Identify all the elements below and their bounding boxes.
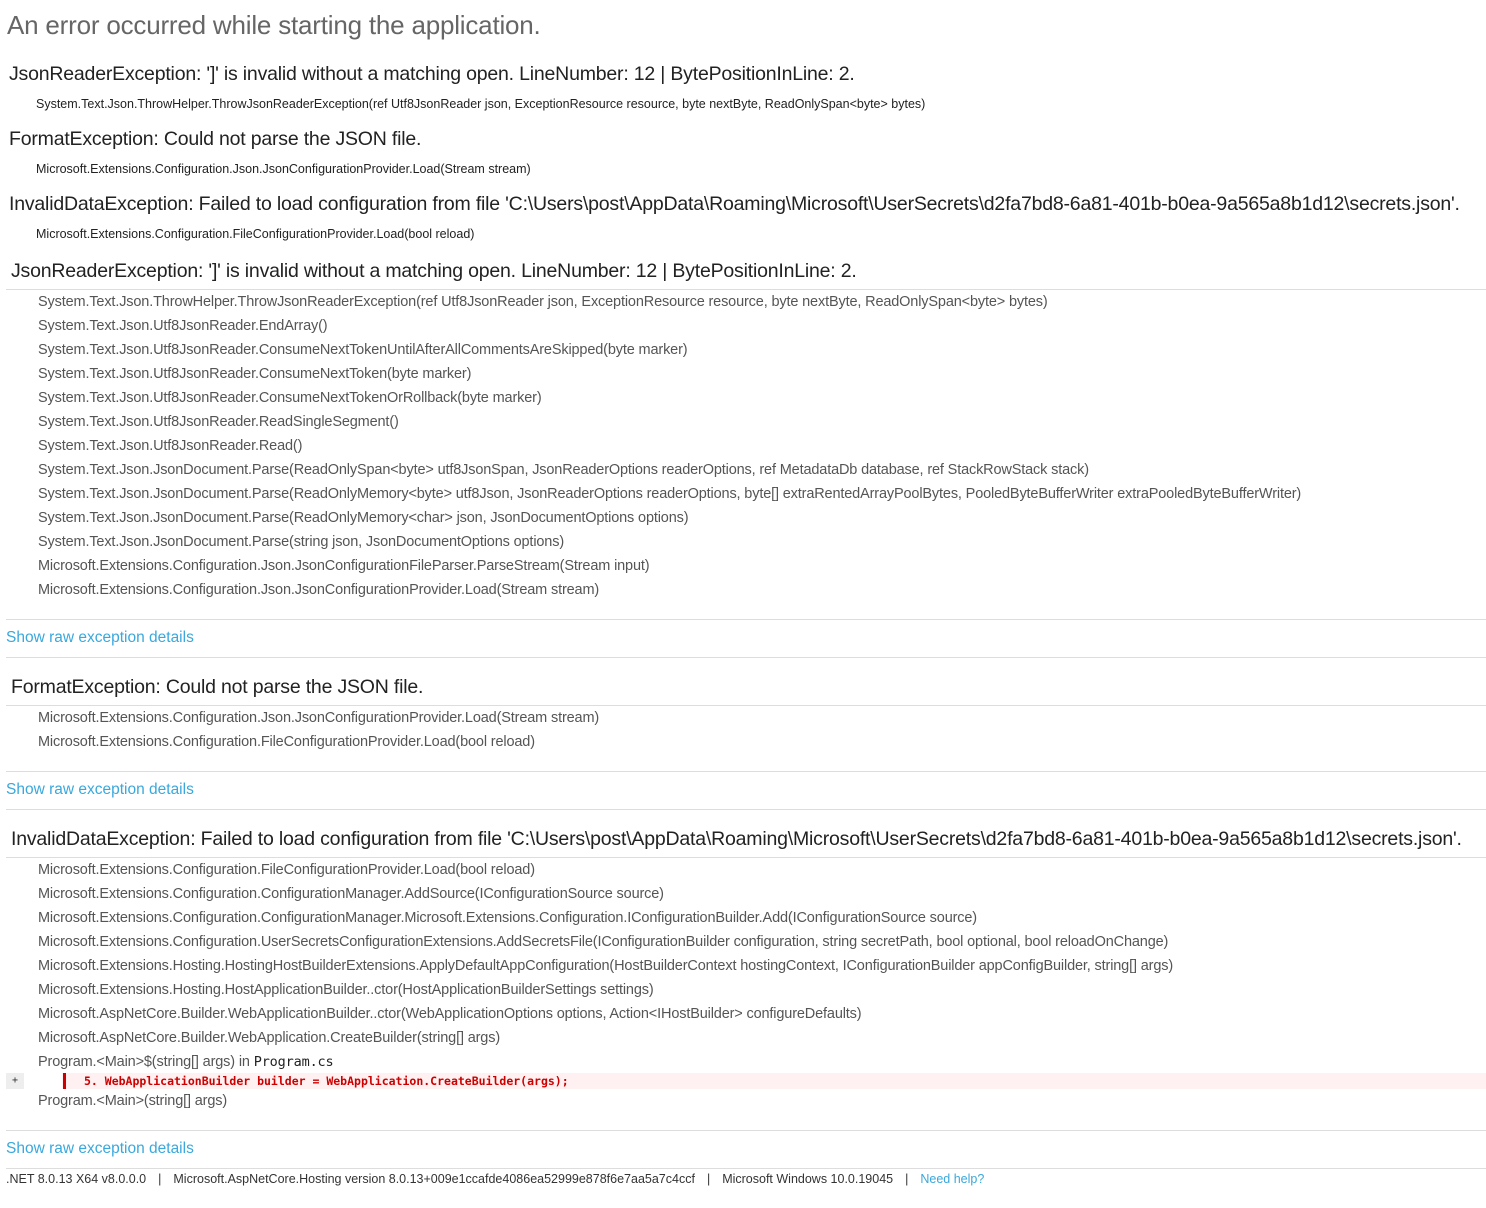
stack-frame: Microsoft.Extensions.Configuration.ConfigurationManager.Microsoft.Extensions.Configuration.IConfigurationBuilder.Add(IConfigurationSource source)	[38, 910, 977, 926]
stack-frame: Microsoft.Extensions.Configuration.ConfigurationManager.AddSource(IConfigurationSource source)	[38, 886, 664, 902]
exception-title: FormatException: Could not parse the JSON file.	[11, 676, 424, 698]
summary-error-title: FormatException: Could not parse the JSON file.	[9, 128, 422, 150]
need-help-link[interactable]: Need help?	[920, 1172, 985, 1186]
os-version: Microsoft Windows 10.0.19045	[722, 1172, 894, 1186]
source-code-line	[6, 1073, 1486, 1089]
stack-frame: Microsoft.Extensions.Configuration.Json.JsonConfigurationFileParser.ParseStream(Stream input)	[38, 558, 650, 574]
footer-separator: |	[158, 1172, 162, 1186]
stack-frame: Microsoft.Extensions.Hosting.HostingHostBuilderExtensions.ApplyDefaultAppConfiguration(HostBuilderContext hostingContext, IConfigurationBuilder appConfigBuilder, string[] args)	[38, 958, 1174, 974]
stack-frame: Microsoft.Extensions.Configuration.Json.JsonConfigurationProvider.Load(Stream stream)	[38, 710, 600, 726]
show-raw-exception-link[interactable]: Show raw exception details	[6, 1140, 194, 1157]
stack-frame: System.Text.Json.Utf8JsonReader.ConsumeNextTokenUntilAfterAllCommentsAreSkipped(byte marker)	[38, 342, 688, 358]
divider	[6, 289, 1486, 290]
exception-title: InvalidDataException: Failed to load configuration from file 'C:\Users\post\AppData\Roaming\Microsoft\UserSecrets\d2fa7bd8-6a81-401b-b0ea-9a565a8b1d12\secrets.json'.	[11, 828, 1462, 850]
footer-separator: |	[706, 1172, 711, 1186]
show-raw-exception-link[interactable]: Show raw exception details	[6, 629, 194, 646]
summary-error-title: InvalidDataException: Failed to load configuration from file 'C:\Users\post\AppData\Roaming\Microsoft\UserSecrets\d2fa7bd8-6a81-401b-b0ea-9a565a8b1d12\secrets.json'.	[9, 193, 1460, 215]
stack-frame: Program.<Main>(string[] args)	[38, 1093, 228, 1109]
stack-frame: System.Text.Json.Utf8JsonReader.ConsumeNextTokenOrRollback(byte marker)	[38, 390, 542, 406]
stack-frame: System.Text.Json.JsonDocument.Parse(ReadOnlySpan<byte> utf8JsonSpan, JsonReaderOptions readerOptions, ref MetadataDb database, ref StackRowStack stack)	[38, 462, 1089, 478]
divider	[6, 1168, 1486, 1169]
divider	[6, 857, 1486, 858]
error-code-text: 5. WebApplicationBuilder builder = WebApplication.CreateBuilder(args);	[84, 1074, 569, 1088]
summary-stack-frame: System.Text.Json.ThrowHelper.ThrowJsonReaderException(ref Utf8JsonReader json, ExceptionResource resource, byte nextByte, ReadOnlySpan<byte> bytes)	[36, 97, 926, 111]
stack-frame: System.Text.Json.JsonDocument.Parse(string json, JsonDocumentOptions options)	[38, 534, 564, 550]
divider	[6, 619, 1486, 620]
divider	[6, 657, 1486, 658]
divider	[6, 705, 1486, 706]
stack-frame: System.Text.Json.JsonDocument.Parse(ReadOnlyMemory<char> json, JsonDocumentOptions options)	[38, 510, 689, 526]
program-frame-text: Program.<Main>$(string[] args) in	[38, 1054, 254, 1070]
divider	[6, 809, 1486, 810]
source-file-name: Program.cs	[253, 1054, 334, 1070]
show-raw-exception-link[interactable]: Show raw exception details	[6, 781, 194, 798]
stack-frame: System.Text.Json.Utf8JsonReader.Read()	[38, 438, 303, 454]
footer	[6, 1172, 984, 1186]
hosting-version: Microsoft.AspNetCore.Hosting version 8.0.13+009e1ccafde4086ea52999e878f6e7aa5a7c4ccf	[173, 1172, 695, 1186]
stack-frame: System.Text.Json.ThrowHelper.ThrowJsonReaderException(ref Utf8JsonReader json, ExceptionResource resource, byte nextByte, ReadOnlySpan<byte> bytes)	[38, 294, 1048, 310]
stack-frame: Microsoft.Extensions.Configuration.FileConfigurationProvider.Load(bool reload)	[38, 734, 535, 750]
stack-frame: Microsoft.Extensions.Configuration.UserSecretsConfigurationExtensions.AddSecretsFile(IConfigurationBuilder configuration, string secretPath, bool optional, bool reloadOnChange)	[38, 934, 1169, 950]
stack-frame: Microsoft.AspNetCore.Builder.WebApplicationBuilder..ctor(WebApplicationOptions options, Action<IHostBuilder> configureDefaults)	[38, 1006, 862, 1022]
runtime-version: .NET 8.0.13 X64 v8.0.0.0	[6, 1172, 147, 1186]
expand-source-toggle[interactable]: +	[6, 1073, 24, 1089]
page-title: An error occurred while starting the application.	[7, 10, 541, 40]
stack-frame: Microsoft.Extensions.Configuration.FileConfigurationProvider.Load(bool reload)	[38, 862, 535, 878]
stack-frame: System.Text.Json.Utf8JsonReader.ConsumeNextToken(byte marker)	[38, 366, 472, 382]
stack-frame: System.Text.Json.JsonDocument.Parse(ReadOnlyMemory<byte> utf8Json, JsonReaderOptions readerOptions, byte[] extraRentedArrayPoolBytes, PooledByteBufferWriter extraPooledByteBufferWriter)	[38, 486, 1302, 502]
footer-separator: |	[905, 1172, 909, 1186]
divider	[6, 771, 1486, 772]
error-line-marker	[63, 1073, 66, 1089]
stack-frame: Microsoft.AspNetCore.Builder.WebApplication.CreateBuilder(string[] args)	[38, 1030, 500, 1046]
summary-stack-frame: Microsoft.Extensions.Configuration.Json.JsonConfigurationProvider.Load(Stream stream)	[36, 162, 531, 176]
stack-frame: System.Text.Json.Utf8JsonReader.ReadSingleSegment()	[38, 414, 399, 430]
stack-frame: System.Text.Json.Utf8JsonReader.EndArray()	[38, 318, 328, 334]
summary-stack-frame: Microsoft.Extensions.Configuration.FileConfigurationProvider.Load(bool reload)	[36, 227, 475, 241]
stack-frame: Microsoft.Extensions.Configuration.Json.JsonConfigurationProvider.Load(Stream stream)	[38, 582, 600, 598]
divider	[6, 1130, 1486, 1131]
exception-title: JsonReaderException: ']' is invalid without a matching open. LineNumber: 12 | BytePositionInLine: 2.	[11, 260, 857, 282]
summary-error-title: JsonReaderException: ']' is invalid without a matching open. LineNumber: 12 | BytePositionInLine: 2.	[9, 63, 855, 85]
stack-frame: Microsoft.Extensions.Hosting.HostApplicationBuilder..ctor(HostApplicationBuilderSettings settings)	[38, 982, 654, 998]
stack-frame-program	[38, 1054, 334, 1070]
